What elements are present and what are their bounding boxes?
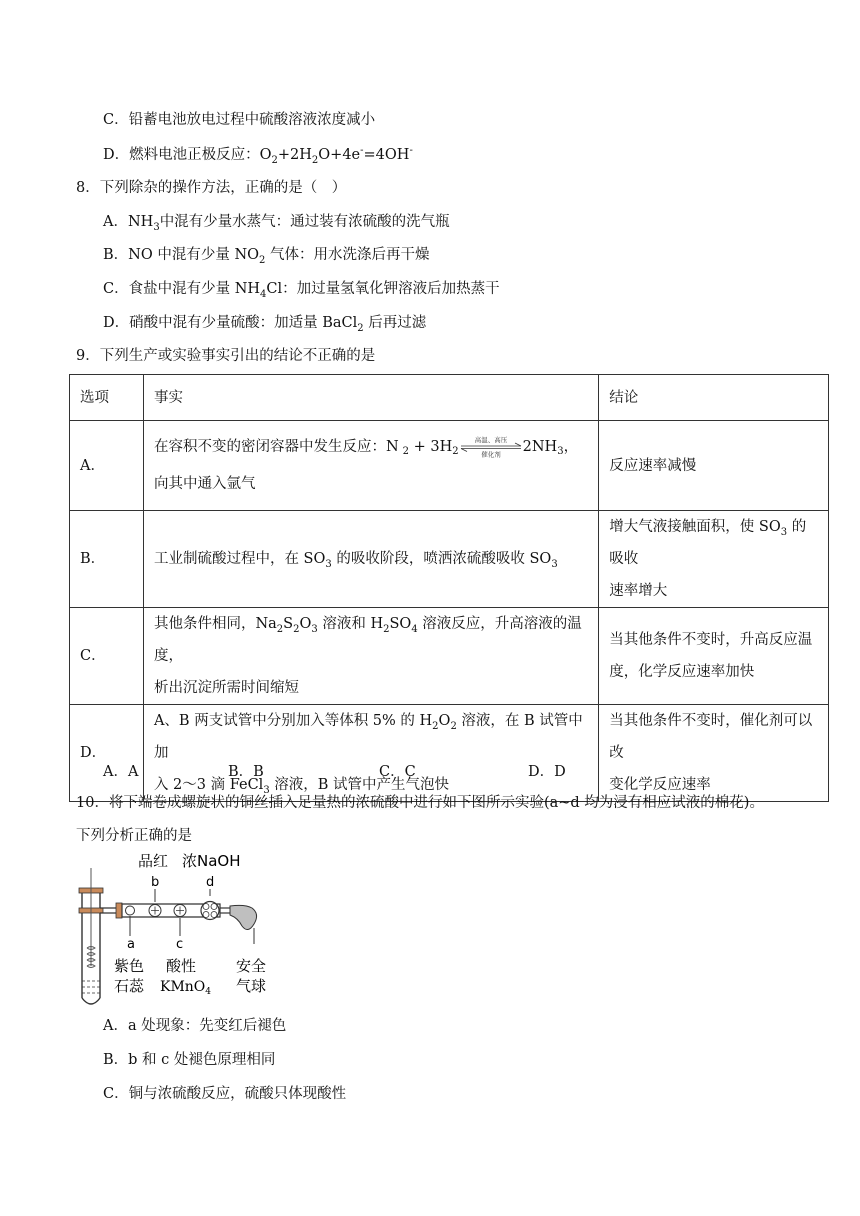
q9-stem: 9．下列生产或实验事实引出的结论不正确的是 [76, 348, 376, 364]
subscript: 2 [311, 154, 319, 166]
arrow-bottom-label: 催化剂 [480, 450, 501, 458]
label-balloon: 气球 [236, 977, 267, 995]
subscript: 2 [259, 254, 266, 266]
text: Cl：加过量氢氧化钾溶液后加热蒸干 [266, 281, 500, 297]
text: 气体：用水洗涤后再干燥 [265, 247, 430, 263]
text: 的吸收阶段，喷洒浓硫酸吸收 SO [331, 551, 552, 567]
text: C．食盐中混有少量 NH [103, 281, 261, 297]
conclusion-line-1: 当其他条件不变时，升高反应温 [609, 632, 813, 648]
label-kmno4 [160, 979, 211, 997]
fact-line-2: 向其中通入氩气 [153, 476, 256, 492]
q10-option-b: B．b 和 c 处褪色原理相同 [103, 1052, 276, 1068]
text: 溶液，B 试管中产生气泡快 [269, 777, 450, 793]
text: A、B 两支试管中分别加入等体积 5% 的 H [153, 713, 433, 729]
letter-a: a [127, 937, 135, 952]
subscript: 3 [311, 623, 318, 635]
text: S [283, 616, 294, 632]
fact-line-1 [154, 608, 588, 672]
table-row [70, 421, 829, 511]
label-conc-naoh: 浓NaOH [182, 852, 241, 870]
subscript: 2 [432, 720, 439, 732]
text: 后再过滤 [363, 315, 427, 331]
q10-option-c: C．铜与浓硫酸反应，硫酸只体现酸性 [103, 1086, 347, 1102]
experiment-apparatus-figure [70, 848, 290, 1016]
label-purple: 紫色 [114, 957, 145, 975]
q9-choice-a: A．A [103, 764, 139, 780]
row-conclusion [599, 511, 829, 608]
fact-line-1 [154, 431, 588, 468]
subscript: 4 [205, 987, 212, 997]
text: + 3H [409, 439, 453, 455]
text: O [299, 616, 312, 632]
row-option: C． [70, 608, 144, 705]
subscript: 3 [153, 221, 160, 233]
conclusion-line-2: 变化学反应速率 [609, 777, 711, 793]
text: 3 [557, 446, 564, 457]
text: O+4e [318, 147, 361, 163]
label-safety: 安全 [236, 957, 267, 975]
subscript: 3 [551, 558, 558, 570]
subscript: 2 [293, 623, 300, 635]
text: 其他条件相同，Na [153, 616, 277, 632]
text: +2H [277, 147, 312, 163]
row-fact [143, 608, 598, 705]
text: B．NO 中混有少量 NO [103, 247, 260, 263]
q8-option-b [103, 245, 430, 265]
superscript: - [360, 145, 364, 157]
subscript: 3 [325, 558, 332, 570]
text: D．燃料电池正极反应：O [103, 147, 272, 163]
text: D．硝酸中混有少量硫酸：加适量 BaCl [103, 315, 358, 331]
letter-b: b [151, 875, 160, 890]
arrow-top-label: 高温、高压 [474, 436, 507, 444]
text: 溶液和 H [317, 616, 384, 632]
row-option: A． [70, 421, 144, 511]
subscript: 3 [263, 784, 270, 796]
fact-line-2: 析出沉淀所需时间缩短 [153, 680, 299, 696]
subscript: 2 [450, 720, 457, 732]
text: 的吸收 [609, 519, 807, 567]
text: 溶液，在 B 试管中加 [153, 713, 583, 761]
text: ， [563, 439, 579, 455]
test-tube [79, 868, 103, 1004]
subscript: 2 [271, 154, 278, 166]
q8-option-d [103, 313, 426, 333]
reversible-arrow-icon [459, 436, 523, 458]
text: A．NH [103, 214, 154, 230]
conclusion-line-2: 度，化学反应速率加快 [609, 664, 755, 680]
row-conclusion [599, 608, 829, 705]
table-row [70, 511, 829, 608]
label-litmus: 石蕊 [114, 977, 145, 995]
text: 2 [402, 446, 410, 457]
q9-table [69, 374, 829, 802]
q10-option-a: A．a 处现象：先变红后褪色 [103, 1018, 287, 1034]
subscript: 4 [260, 288, 267, 300]
text: 2 [452, 446, 459, 457]
q8-option-a [103, 212, 450, 232]
text: 2NH [522, 439, 558, 455]
conclusion-line-1 [609, 511, 818, 575]
row-fact [143, 421, 598, 511]
subscript: 2 [276, 623, 284, 635]
label-pinhong: 品红 [138, 852, 169, 870]
q8-option-c [103, 279, 500, 299]
q8-stem: 8．下列除杂的操作方法，正确的是（ ） [76, 180, 347, 196]
row-fact [143, 511, 598, 608]
text: KMnO [160, 979, 206, 995]
text: 工业制硫酸过程中，在 SO [153, 551, 326, 567]
text: 在容积不变的密闭容器中发生反应：N [153, 439, 399, 455]
header-option: 选项 [70, 375, 144, 421]
header-conclusion: 结论 [599, 375, 829, 421]
q10-stem-line-1: 10．将下端卷成螺旋状的铜丝插入足量热的浓硫酸中进行如下图所示实验(a~d 均为浸有相应试液的棉花)。 [76, 795, 764, 811]
header-fact: 事实 [143, 375, 598, 421]
horizontal-tube [100, 902, 230, 920]
q7-option-d [103, 145, 413, 165]
q9-choice-c: C．C [379, 764, 416, 780]
text: SO [389, 616, 412, 632]
q7-option-c: C．铅蓄电池放电过程中硫酸溶液浓度减小 [103, 112, 376, 128]
row-option: B． [70, 511, 144, 608]
subscript: 3 [780, 526, 788, 538]
q9-choice-d: D．D [528, 764, 566, 780]
row-conclusion: 反应速率减慢 [599, 421, 829, 511]
text: =4OH [363, 147, 410, 163]
row-option: D． [70, 705, 144, 802]
q10-stem-line-2: 下列分析正确的是 [76, 828, 192, 844]
text: 入 2～3 滴 FeCl [153, 777, 264, 793]
text: O [438, 713, 451, 729]
table-row [70, 705, 829, 802]
table-row [70, 608, 829, 705]
letter-d: d [206, 875, 215, 890]
table-header-row [70, 375, 829, 421]
conclusion-line-1: 当其他条件不变时，催化剂可以改 [609, 713, 813, 761]
row-conclusion [599, 705, 829, 802]
subscript: 2 [357, 322, 364, 334]
subscript: 4 [411, 623, 418, 635]
safety-balloon [230, 905, 257, 929]
letter-c: c [176, 937, 184, 952]
text: 中混有少量水蒸气：通过装有浓硫酸的洗气瓶 [159, 214, 450, 230]
q9-choice-b: B．B [228, 764, 264, 780]
fact-line-1 [154, 705, 588, 769]
conclusion-line-2: 速率增大 [609, 583, 668, 599]
row-fact [143, 705, 598, 802]
text: 溶液反应，升高溶液的温度， [153, 616, 582, 664]
label-acidic: 酸性 [166, 957, 197, 975]
superscript: - [409, 145, 413, 157]
text: 增大气液接触面积，使 SO [609, 519, 781, 535]
subscript: 2 [383, 623, 390, 635]
